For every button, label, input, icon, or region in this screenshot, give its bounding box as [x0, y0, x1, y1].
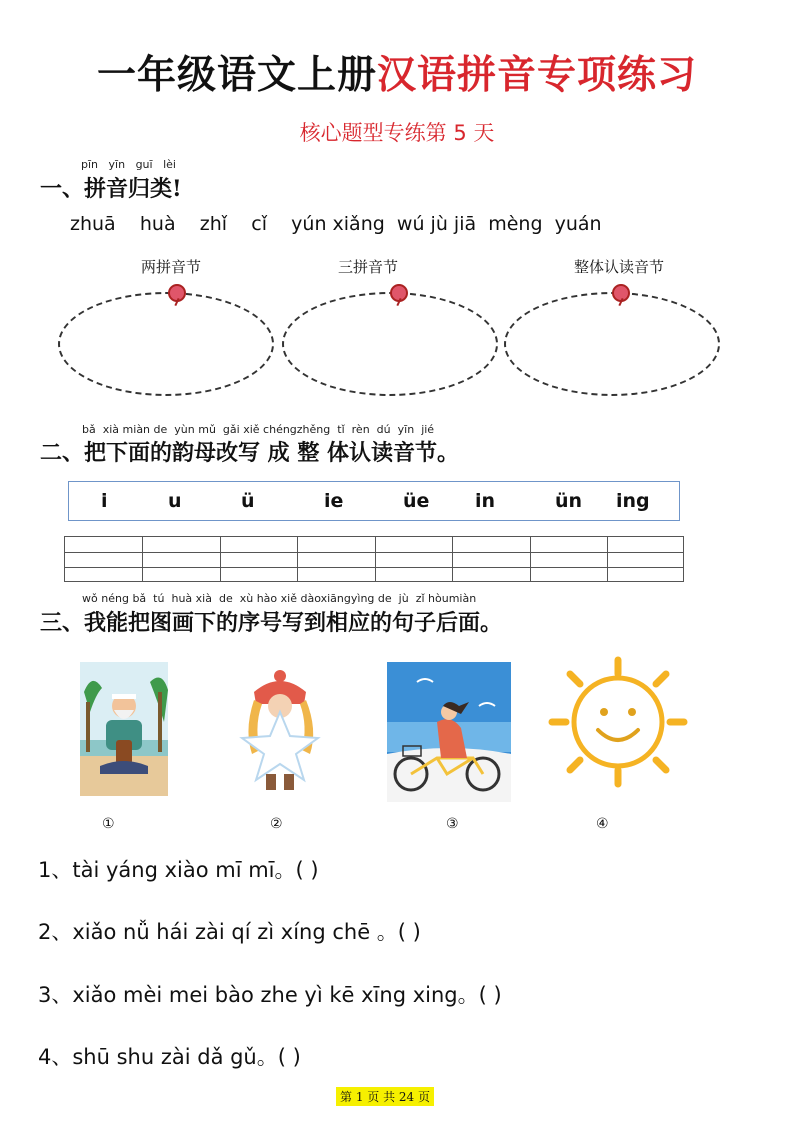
pushpin-icon: [390, 284, 408, 302]
py: néng: [101, 592, 129, 605]
image-label-3: ③: [446, 816, 459, 832]
py: mǔ: [198, 423, 216, 436]
py: wǒ: [82, 592, 98, 605]
answer-oval-two[interactable]: [58, 292, 274, 396]
box-label-two: 两拼音节: [140, 258, 201, 276]
py: xù: [239, 592, 254, 605]
drummer-picture: [80, 662, 168, 796]
girl-bicycle-picture: [387, 662, 511, 802]
word: mèng: [488, 213, 543, 235]
py: gǎi: [222, 423, 240, 436]
vowel: ie: [324, 490, 344, 512]
py: guī: [135, 158, 153, 171]
word: zhuā: [70, 213, 116, 235]
py: miàn: [122, 423, 151, 436]
py: chéngzhěng: [263, 423, 331, 436]
py: de: [153, 423, 168, 436]
py: hòumiàn: [428, 592, 477, 605]
py: hào: [256, 592, 278, 605]
title-part2: 汉语拼音专项练习: [377, 52, 698, 98]
subtitle: 核心题型专练第 5 天: [299, 121, 495, 145]
py: xiě: [280, 592, 297, 605]
py: xiě: [243, 423, 260, 436]
vowel-bar: [68, 481, 680, 521]
py: dàoxiāngyìng: [300, 592, 375, 605]
py: de: [218, 592, 233, 605]
sentence-1[interactable]: 1、tài yáng xiào mī mī。( ): [38, 858, 319, 882]
sentence-3[interactable]: 3、xiǎo mèi mei bào zhe yì kē xīng xing。( ): [38, 983, 502, 1007]
py: jié: [421, 423, 435, 436]
image-label-4: ④: [596, 816, 609, 832]
word: cǐ: [251, 213, 267, 235]
word: wú: [396, 213, 425, 235]
py: bǎ: [132, 592, 147, 605]
page-title: [0, 44, 794, 100]
word: xiǎng: [332, 213, 385, 235]
section1-pinyin: [81, 158, 176, 171]
py: tú: [153, 592, 165, 605]
box-label-three: 三拼音节: [337, 258, 398, 276]
pushpin-icon: [168, 284, 186, 302]
py: lèi: [163, 158, 176, 171]
section3-pinyin: [82, 592, 476, 605]
sentence-2[interactable]: 2、xiǎo nǚ hái zài qí zì xíng chē 。( ): [38, 920, 421, 944]
girl-star-picture: [234, 670, 326, 796]
word: yún: [291, 213, 327, 235]
word: zhǐ: [199, 213, 228, 235]
vowel: in: [475, 490, 496, 512]
sentence-4[interactable]: 4、shū shu zài dǎ gǔ。( ): [38, 1045, 301, 1069]
py: de: [377, 592, 392, 605]
title-part1: 一年级语文上册: [96, 52, 377, 98]
vowel: ing: [616, 490, 650, 512]
py: yīn: [108, 158, 126, 171]
py: jù: [398, 592, 409, 605]
py: huà: [171, 592, 193, 605]
py: pīn: [81, 158, 99, 171]
word: jiā: [453, 213, 477, 235]
pushpin-icon: [612, 284, 630, 302]
vowel: u: [168, 490, 182, 512]
py: yīn: [397, 423, 415, 436]
word: huà: [139, 213, 176, 235]
page-footer: 第 1 页 共 24 页: [336, 1087, 434, 1106]
box-label-whole: 整体认读音节: [573, 258, 664, 276]
answer-oval-whole[interactable]: [504, 292, 720, 396]
py: xià: [195, 592, 212, 605]
section1-heading: 一、拼音归类!: [40, 176, 182, 202]
image-label-1: ①: [102, 816, 115, 832]
answer-oval-three[interactable]: [282, 292, 498, 396]
vowel: ün: [555, 490, 583, 512]
vowel: üe: [403, 490, 430, 512]
pinyin-writing-grid[interactable]: [64, 536, 684, 582]
word: yuán: [554, 213, 602, 235]
image-label-2: ②: [270, 816, 283, 832]
py: rèn: [351, 423, 370, 436]
word: jù: [430, 213, 448, 235]
py: xià: [102, 423, 120, 436]
py: yùn: [174, 423, 195, 436]
section3-heading: 三、我能把图画下的序号写到相应的句子后面。: [40, 610, 503, 636]
vowel: ü: [241, 490, 255, 512]
section2-pinyin: [82, 423, 434, 436]
section2-heading: 二、把下面的韵母改写 成 整 体认读音节。: [40, 440, 459, 466]
sun-picture: [546, 656, 690, 788]
vowel: i: [101, 490, 108, 512]
py: zǐ: [415, 592, 425, 605]
py: dú: [376, 423, 391, 436]
py: tǐ: [337, 423, 345, 436]
py: bǎ: [82, 423, 96, 436]
section1-words: [70, 213, 602, 235]
